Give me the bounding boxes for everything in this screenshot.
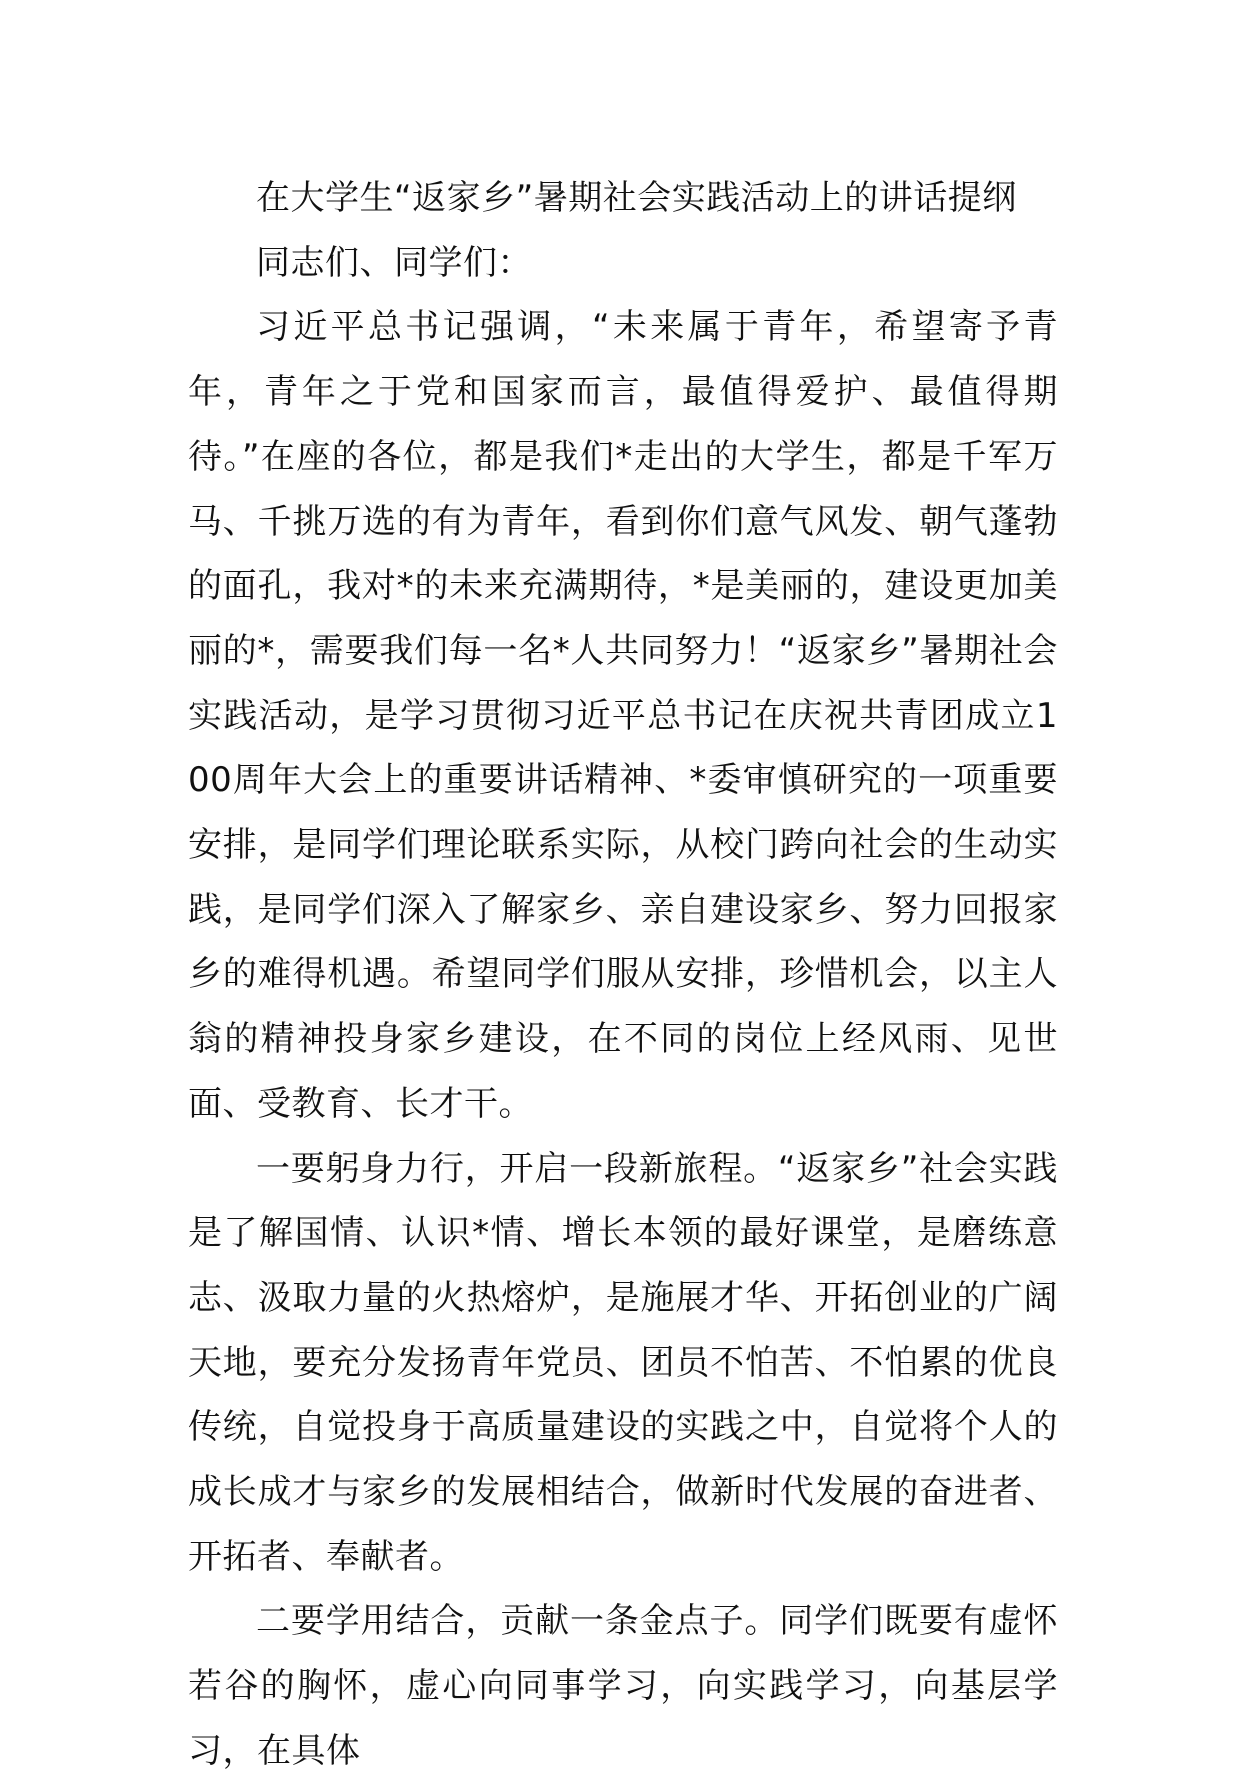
paragraph-intro: 习近平总书记强调，“未来属于青年，希望寄予青年，青年之于党和国家而言，最值得爱护、最值得期待。”在座的各位，都是我们*走出的大学生，都是千军万马、千挑万选的有为青年，看到你们意气风发、朝气蓬勃的面孔，我对*的未来充满期待，*是美丽的，建设更加美丽的*，需要我们每一名*人共同努力！“返家乡”暑期社会实践活动，是学习贯彻习近平总书记在庆祝共青团成立100周年大会上的重要讲话精神、*委审慎研究的一项重要安排，是同学们理论联系实际，从校门跨向社会的生动实践，是同学们深入了解家乡、亲自建设家乡、努力回报家乡的难得机遇。希望同学们服从安排，珍惜机会，以主人翁的精神投身家乡建设，在不同的岗位上经风雨、见世面、受教育、长才干。 <box>188 307 1058 1124</box>
document-body <box>188 166 1058 1784</box>
salutation: 同志们、同学们： <box>256 242 532 283</box>
paragraph-point-one: 一要躬身力行，开启一段新旅程。“返家乡”社会实践是了解国情、认识*情、增长本领的最好课堂，是磨练意志、汲取力量的火热熔炉，是施展才华、开拓创业的广阔天地，要充分发扬青年党员、团员不怕苦、不怕累的优良传统，自觉投身于高质量建设的实践之中，自觉将个人的成长成才与家乡的发展相结合，做新时代发展的奋进者、开拓者、奉献者。 <box>188 1148 1058 1577</box>
paragraph-point-two: 二要学用结合，贡献一条金点子。同学们既要有虚怀若谷的胸怀，虚心向同事学习，向实践学习，向基层学习，在具体 <box>188 1601 1058 1771</box>
document-title: 在大学生“返家乡”暑期社会实践活动上的讲话提纲 <box>256 178 1017 218</box>
